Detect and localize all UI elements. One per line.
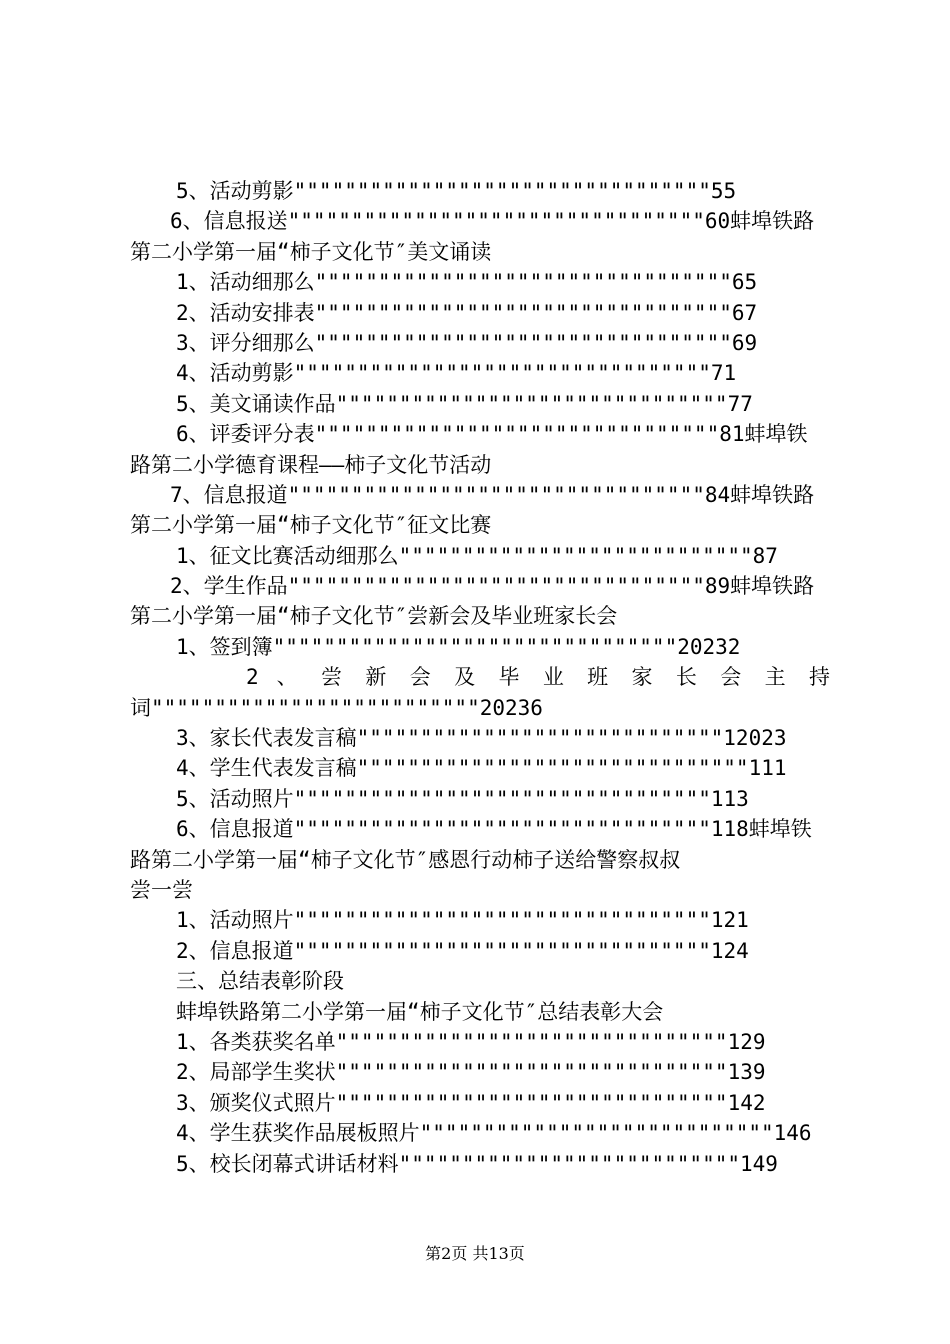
toc-line-continuation: 词""""""""""""""""""""""""""20236 [130, 695, 543, 720]
toc-line: 7、信息报道"""""""""""""""""""""""""""""""""84蚌埠铁路 [170, 482, 815, 507]
toc-line: 2、信息报道"""""""""""""""""""""""""""""""""124 [176, 938, 749, 963]
toc-line: 4、学生代表发言稿"""""""""""""""""""""""""""""""111 [176, 756, 787, 781]
toc-line: 5、活动照片"""""""""""""""""""""""""""""""""113 [176, 786, 749, 811]
toc-line: 5、活动剪影"""""""""""""""""""""""""""""""""55 [176, 179, 737, 203]
toc-line-continuation: 第二小学第一届“柿子文化节″美文诵读 [130, 239, 492, 264]
toc-line: 5、美文诵读作品"""""""""""""""""""""""""""""""77 [176, 391, 753, 416]
subsection-heading: 蚌埠铁路第二小学第一届“柿子文化节″总结表彰大会 [176, 999, 664, 1024]
toc-line-continuation: 尝一尝 [130, 877, 193, 902]
toc-line-continuation: 第二小学第一届“柿子文化节″征文比赛 [130, 513, 492, 538]
toc-line: 6、信息报送"""""""""""""""""""""""""""""""""60蚌埠铁路 [170, 209, 815, 234]
toc-line: 3、颁奖仪式照片"""""""""""""""""""""""""""""""142 [176, 1090, 766, 1115]
toc-line-continuation: 第二小学第一届“柿子文化节″尝新会及毕业班家长会 [130, 604, 618, 629]
toc-line: 2、学生作品"""""""""""""""""""""""""""""""""89蚌埠铁路 [170, 574, 815, 599]
toc-line: 5、校长闭幕式讲话材料"""""""""""""""""""""""""""149 [176, 1151, 778, 1176]
toc-line: 1、活动照片"""""""""""""""""""""""""""""""""121 [176, 908, 749, 933]
toc-body [130, 176, 830, 1179]
toc-line: 3、评分细那么"""""""""""""""""""""""""""""""""69 [176, 330, 758, 355]
page-footer: 第2页 共13页 [425, 1244, 525, 1263]
toc-line: 6、信息报道"""""""""""""""""""""""""""""""""118蚌埠铁 [176, 817, 812, 842]
toc-line-continuation: 路第二小学第一届“柿子文化节″感恩行动柿子送给警察叔叔 [130, 847, 681, 872]
toc-line-continuation: 路第二小学德育课程——柿子文化节活动 [130, 452, 492, 477]
section-heading: 三、总结表彰阶段 [176, 969, 344, 994]
toc-line: 2、局部学生奖状"""""""""""""""""""""""""""""""139 [176, 1060, 766, 1085]
toc-line: 3、家长代表发言稿"""""""""""""""""""""""""""""12023 [176, 726, 787, 751]
toc-line: 1、各类获奖名单"""""""""""""""""""""""""""""""129 [176, 1029, 766, 1054]
toc-line: 1、签到簿""""""""""""""""""""""""""""""""20232 [176, 634, 741, 659]
toc-line: 2、活动安排表"""""""""""""""""""""""""""""""""67 [176, 300, 758, 325]
toc-line: 1、活动细那么"""""""""""""""""""""""""""""""""65 [176, 270, 758, 295]
toc-line: 6、评委评分表""""""""""""""""""""""""""""""""81蚌埠铁 [176, 422, 808, 447]
toc-line: 1、征文比赛活动细那么""""""""""""""""""""""""""""87 [176, 543, 778, 568]
toc-line: 4、学生获奖作品展板照片""""""""""""""""""""""""""""146 [176, 1121, 812, 1146]
toc-line-justified: 2 、 尝 新 会 及 毕 业 班 家 长 会 主 持 [246, 665, 830, 690]
toc-line: 4、活动剪影"""""""""""""""""""""""""""""""""71 [176, 361, 737, 386]
